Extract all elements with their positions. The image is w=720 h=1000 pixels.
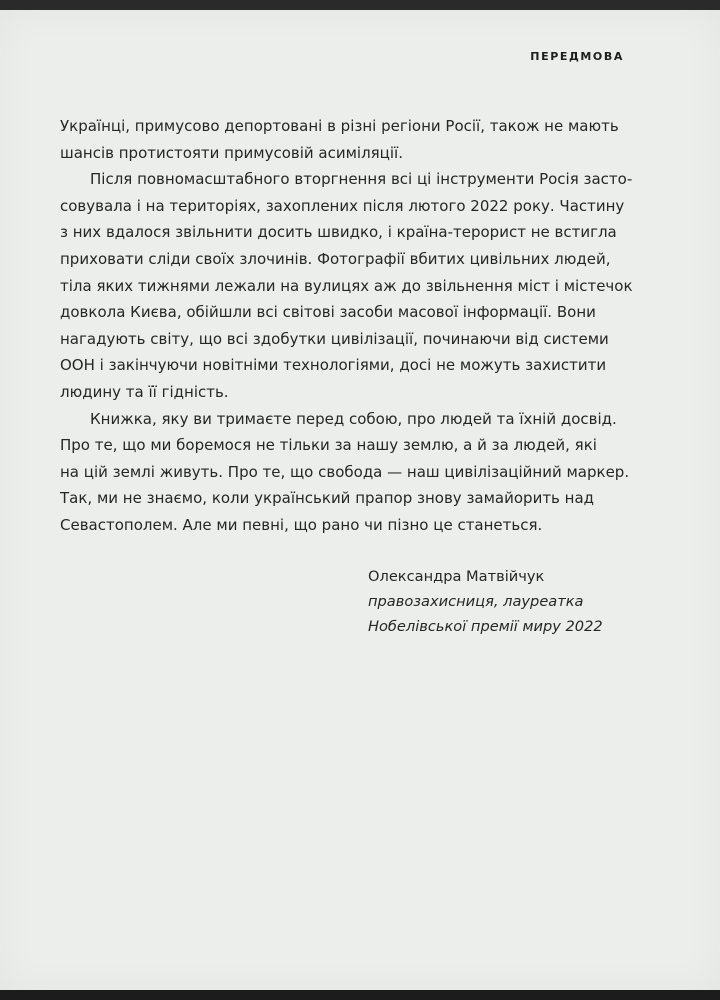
paragraph-start-line	[60, 166, 633, 193]
author-role: правозахисниця, лауреатка	[368, 593, 584, 610]
signature-block	[368, 564, 603, 639]
text-line: тіла яких тижнями лежали на вулицях аж до звільнення міст і містечок	[60, 276, 633, 295]
text-line: совувала і на територіях, захоплених після лютого 2022 року. Частину	[60, 196, 625, 215]
text-line: довкола Києва, обійшли всі світові засоби масової інформації. Вони	[60, 303, 596, 322]
author-name: Олександра Матвійчук	[368, 568, 545, 585]
text-line: людину та її гідність.	[60, 382, 229, 401]
paragraph-start-line	[60, 406, 620, 433]
text-line: Так, ми не знаємо, коли український прапор знову замайорить над	[60, 489, 595, 508]
text-line: Після повномасштабного вторгнення всі ці інструменти Росія засто-	[90, 170, 633, 189]
text-line: Українці, примусово депортовані в різні регіони Росії, також не мають	[60, 117, 619, 135]
book-page	[0, 10, 720, 990]
page-bottom-edge	[0, 990, 720, 1000]
text-line: шансів протистояти примусовій асиміляції.	[60, 143, 403, 162]
author-award: Нобелівської премії миру 2022	[368, 618, 603, 635]
text-line: приховати сліди своїх злочинів. Фотографії вбитих цивільних людей,	[60, 249, 611, 268]
text-line: на цій землі живуть. Про те, що свобода — наш цивілізаційний маркер.	[60, 462, 630, 481]
text-line: Книжка, яку ви тримаєте перед собою, про людей та їхній досвід.	[90, 409, 617, 428]
text-line: ООН і закінчуючи новітніми технологіями, досі не можуть захистити	[60, 356, 607, 375]
text-line: з них вдалося звільнити досить швидко, і країна-терорист не встигла	[60, 223, 617, 242]
text-line: Севастополем. Але ми певні, що рано чи пізно це станеться.	[60, 515, 543, 534]
text-line: Про те, що ми боремося не тільки за нашу землю, а й за людей, які	[60, 436, 597, 455]
section-title: ПЕРЕДМОВА	[530, 50, 624, 63]
text-line: нагадують світу, що всі здобутки цивілізації, починаючи від системи	[60, 329, 609, 348]
body-text	[60, 113, 633, 539]
